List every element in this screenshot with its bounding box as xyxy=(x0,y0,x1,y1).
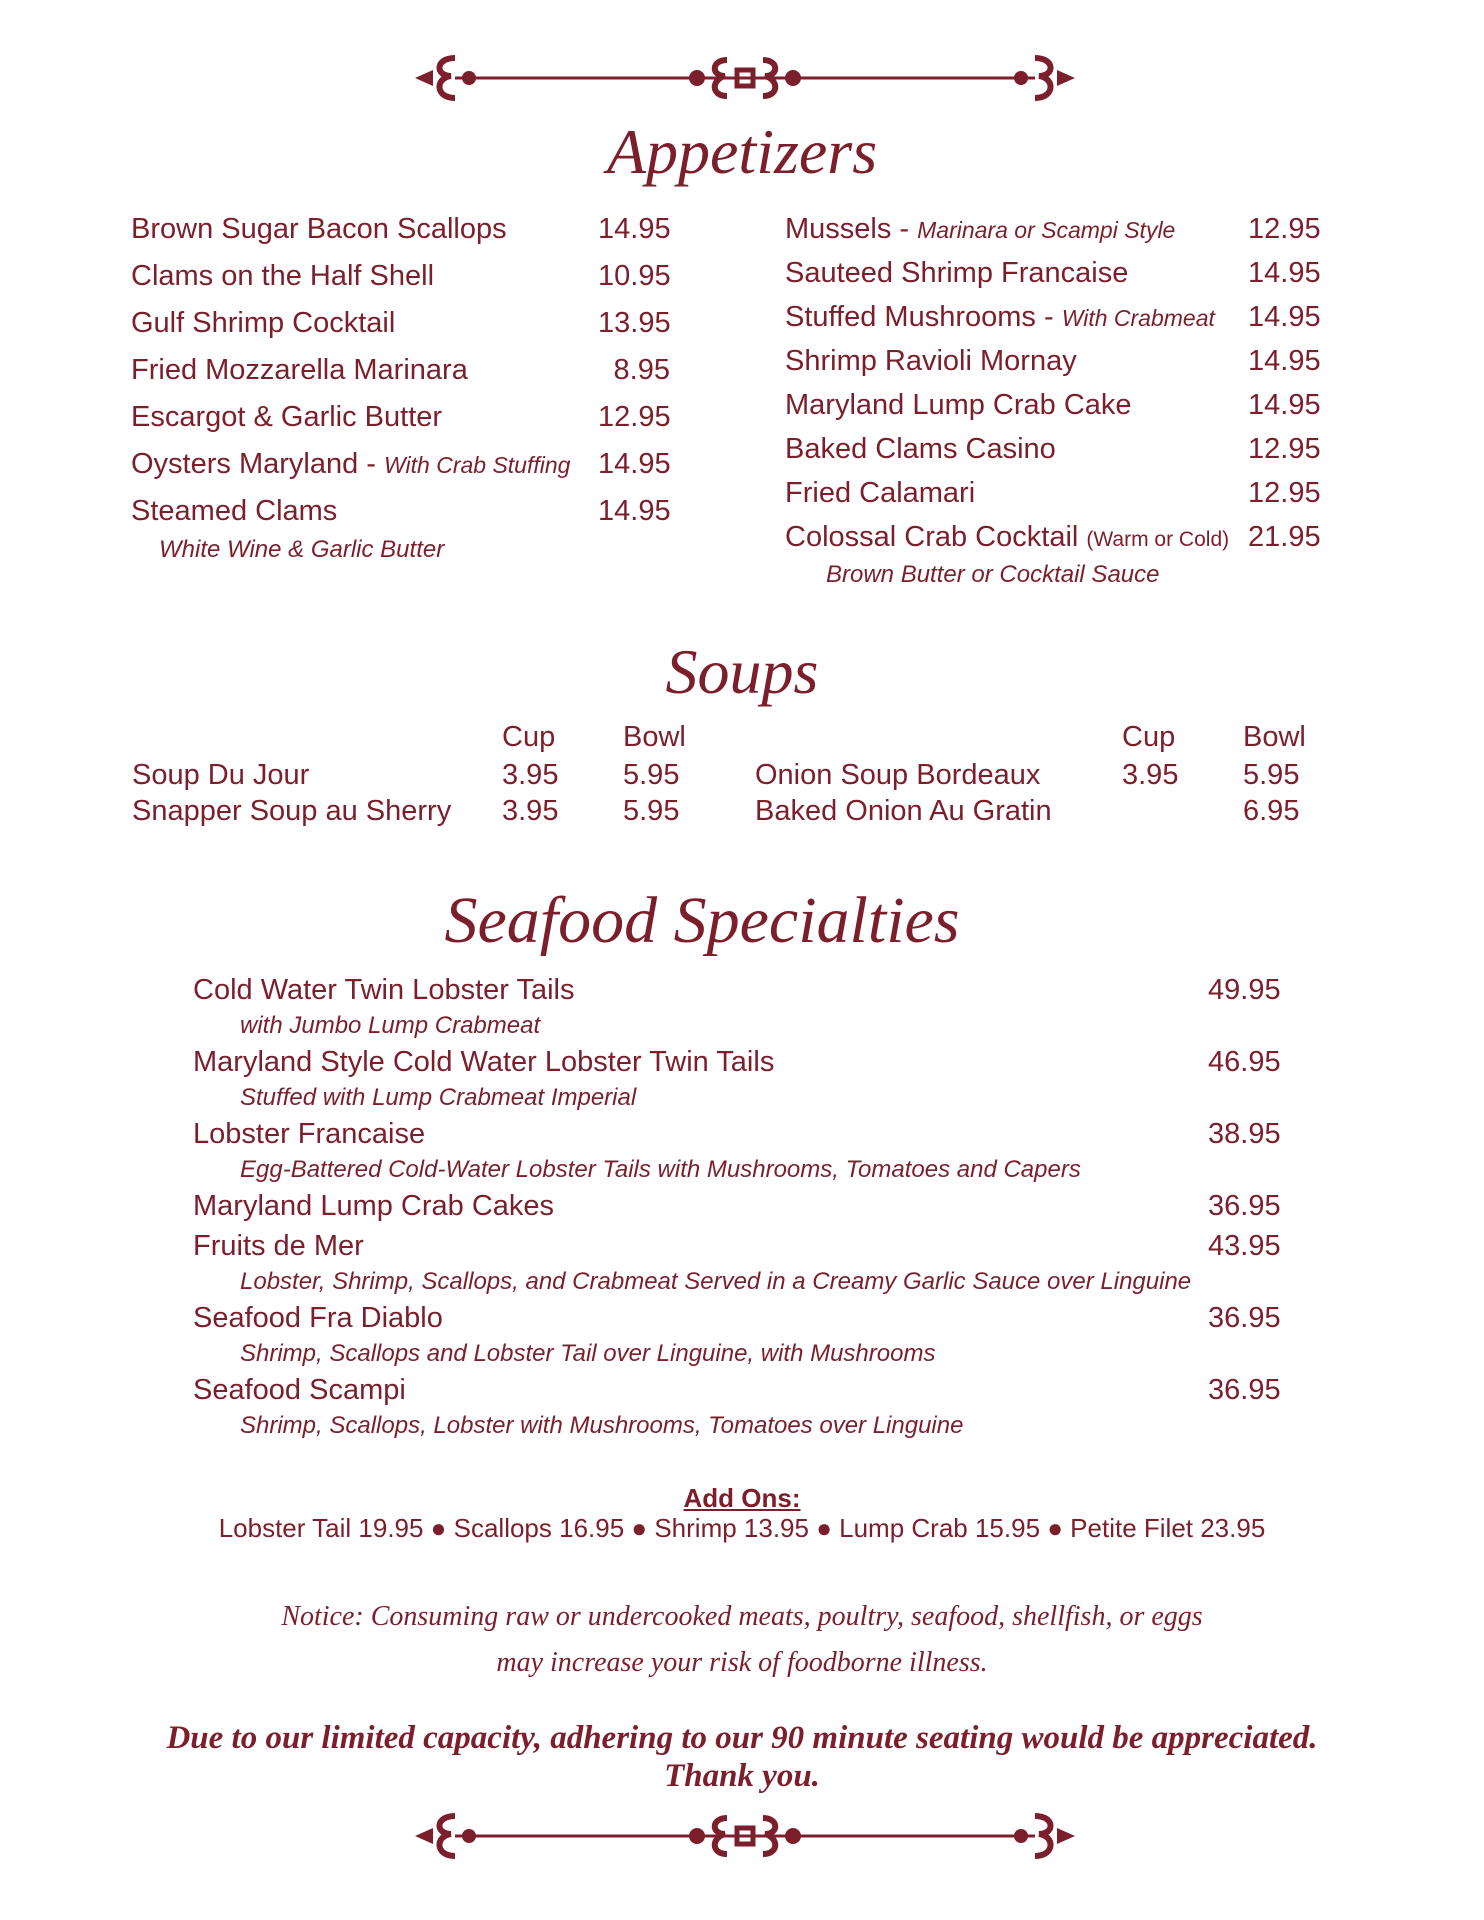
appetizer-name: Sauteed Shrimp Francaise xyxy=(785,257,1129,289)
add-ons-heading: Add Ons: xyxy=(683,1483,801,1513)
seafood-item-price: 38.95 xyxy=(1208,1118,1281,1150)
seafood-item-name: Seafood Fra Diablo xyxy=(193,1302,443,1334)
appetizer-note: With Crab Stuffing xyxy=(384,452,571,478)
appetizers-heading: Appetizers xyxy=(606,116,878,187)
appetizer-note: Marinara or Scampi Style xyxy=(917,217,1176,243)
appetizer-price: 14.95 xyxy=(598,495,671,527)
seafood-item-price: 36.95 xyxy=(1208,1190,1281,1222)
soup-bowl-price: 5.95 xyxy=(1243,759,1300,791)
health-notice-line-2: may increase your risk of foodborne illness. xyxy=(496,1647,988,1678)
top-ornamental-divider-icon xyxy=(415,48,1075,108)
soups-left-cup-header: Cup xyxy=(502,721,556,753)
appetizer-item xyxy=(785,344,1077,378)
appetizer-name: Oysters Maryland xyxy=(131,448,359,480)
seating-notice-line-1: Due to our limited capacity, adhering to our 90 minute seating would be appreciated. xyxy=(166,1720,1318,1756)
seafood-item-name: Lobster Francaise xyxy=(193,1118,426,1150)
appetizer-name: Gulf Shrimp Cocktail xyxy=(131,307,396,339)
appetizer-item xyxy=(131,400,442,434)
appetizer-item xyxy=(785,212,1175,247)
appetizer-price: 14.95 xyxy=(598,448,671,480)
soup-cup-price: 3.95 xyxy=(1122,759,1179,791)
soup-name: Soup Du Jour xyxy=(132,759,310,791)
appetizer-price: 12.95 xyxy=(1248,477,1321,509)
seafood-item-price: 46.95 xyxy=(1208,1046,1281,1078)
appetizer-item xyxy=(131,353,468,387)
appetizer-price: 8.95 xyxy=(613,354,670,386)
seafood-item-name: Cold Water Twin Lobster Tails xyxy=(193,974,575,1006)
appetizer-description: Brown Butter or Cocktail Sauce xyxy=(826,561,1160,588)
appetizer-price: 12.95 xyxy=(1248,433,1321,465)
appetizer-price: 14.95 xyxy=(1248,257,1321,289)
appetizer-item xyxy=(131,494,337,528)
appetizer-item xyxy=(131,259,434,293)
soup-cup-price: 3.95 xyxy=(502,759,559,791)
appetizer-name: Stuffed Mushrooms xyxy=(785,301,1036,333)
appetizer-price: 10.95 xyxy=(598,260,671,292)
appetizer-item xyxy=(785,520,1229,557)
seafood-item-price: 43.95 xyxy=(1208,1230,1281,1262)
add-ons-list: Lobster Tail 19.95 ● Scallops 16.95 ● Shrimp 13.95 ● Lump Crab 15.95 ● Petite Filet 23.95 xyxy=(218,1513,1266,1543)
appetizer-separator: - xyxy=(358,448,385,480)
appetizer-name: Brown Sugar Bacon Scallops xyxy=(131,213,507,245)
bottom-ornamental-divider-icon xyxy=(415,1806,1075,1866)
soups-right-cup-header: Cup xyxy=(1122,721,1176,753)
appetizer-name: Escargot & Garlic Butter xyxy=(131,401,443,433)
appetizer-price: 14.95 xyxy=(598,213,671,245)
appetizer-item xyxy=(785,388,1132,422)
appetizer-name: Fried Mozzarella Marinara xyxy=(131,354,468,386)
seafood-item-description: with Jumbo Lump Crabmeat xyxy=(240,1012,541,1039)
soup-name: Baked Onion Au Gratin xyxy=(755,795,1052,827)
appetizer-price: 14.95 xyxy=(1248,345,1321,377)
seafood-item-price: 36.95 xyxy=(1208,1302,1281,1334)
appetizer-price: 14.95 xyxy=(1248,301,1321,333)
seafood-item-name: Seafood Scampi xyxy=(193,1374,406,1406)
seating-notice-line-2: Thank you. xyxy=(664,1758,820,1794)
appetizer-item xyxy=(131,447,570,482)
appetizer-item xyxy=(785,476,975,510)
seafood-item-description: Stuffed with Lump Crabmeat Imperial xyxy=(240,1084,637,1111)
appetizer-name: Baked Clams Casino xyxy=(785,433,1056,465)
appetizer-item xyxy=(131,306,395,340)
seafood-item-name: Maryland Style Cold Water Lobster Twin Tails xyxy=(193,1046,775,1078)
appetizer-note: (Warm or Cold) xyxy=(1086,528,1230,551)
soups-right-bowl-header: Bowl xyxy=(1243,721,1306,753)
seafood-item-price: 49.95 xyxy=(1208,974,1281,1006)
soup-name: Onion Soup Bordeaux xyxy=(755,759,1041,791)
soup-bowl-price: 5.95 xyxy=(623,759,680,791)
soup-bowl-price: 5.95 xyxy=(623,795,680,827)
appetizer-price: 14.95 xyxy=(1248,389,1321,421)
appetizer-name: Shrimp Ravioli Mornay xyxy=(785,345,1077,377)
seafood-item-name: Maryland Lump Crab Cakes xyxy=(193,1190,555,1222)
seafood-item-description: Shrimp, Scallops and Lobster Tail over Linguine, with Mushrooms xyxy=(240,1340,936,1367)
appetizer-name: Maryland Lump Crab Cake xyxy=(785,389,1132,421)
soups-heading: Soups xyxy=(665,636,819,707)
appetizer-price: 13.95 xyxy=(598,307,671,339)
appetizer-name: Steamed Clams xyxy=(131,495,338,527)
seafood-item-description: Shrimp, Scallops, Lobster with Mushrooms, Tomatoes over Linguine xyxy=(240,1412,964,1439)
appetizer-name: Clams on the Half Shell xyxy=(131,260,435,292)
appetizer-item xyxy=(785,432,1056,466)
seafood-specialties-heading: Seafood Specialties xyxy=(444,884,960,957)
seafood-item-name: Fruits de Mer xyxy=(193,1230,364,1262)
soups-left-bowl-header: Bowl xyxy=(623,721,686,753)
appetizer-price: 12.95 xyxy=(1248,213,1321,245)
appetizer-item xyxy=(785,256,1128,290)
seafood-item-price: 36.95 xyxy=(1208,1374,1281,1406)
seafood-item-description: Lobster, Shrimp, Scallops, and Crabmeat Served in a Creamy Garlic Sauce over Linguine xyxy=(240,1268,1192,1295)
appetizer-price: 12.95 xyxy=(598,401,671,433)
appetizer-description: White Wine & Garlic Butter xyxy=(159,536,445,563)
health-notice-line-1: Notice: Consuming raw or undercooked meats, poultry, seafood, shellfish, or eggs xyxy=(281,1601,1203,1632)
appetizer-name: Colossal Crab Cocktail xyxy=(785,521,1079,553)
appetizer-price: 21.95 xyxy=(1248,521,1321,553)
appetizer-item xyxy=(131,212,507,246)
appetizer-name: Mussels xyxy=(785,213,892,245)
seafood-item-description: Egg-Battered Cold-Water Lobster Tails with Mushrooms, Tomatoes and Capers xyxy=(240,1156,1081,1183)
soup-name: Snapper Soup au Sherry xyxy=(132,795,452,827)
soup-bowl-price: 6.95 xyxy=(1243,795,1300,827)
soup-cup-price: 3.95 xyxy=(502,795,559,827)
appetizer-item xyxy=(785,300,1215,335)
appetizer-separator: - xyxy=(1035,301,1062,333)
appetizer-name: Fried Calamari xyxy=(785,477,976,509)
appetizer-separator: - xyxy=(891,213,918,245)
appetizer-note: With Crabmeat xyxy=(1061,305,1215,331)
